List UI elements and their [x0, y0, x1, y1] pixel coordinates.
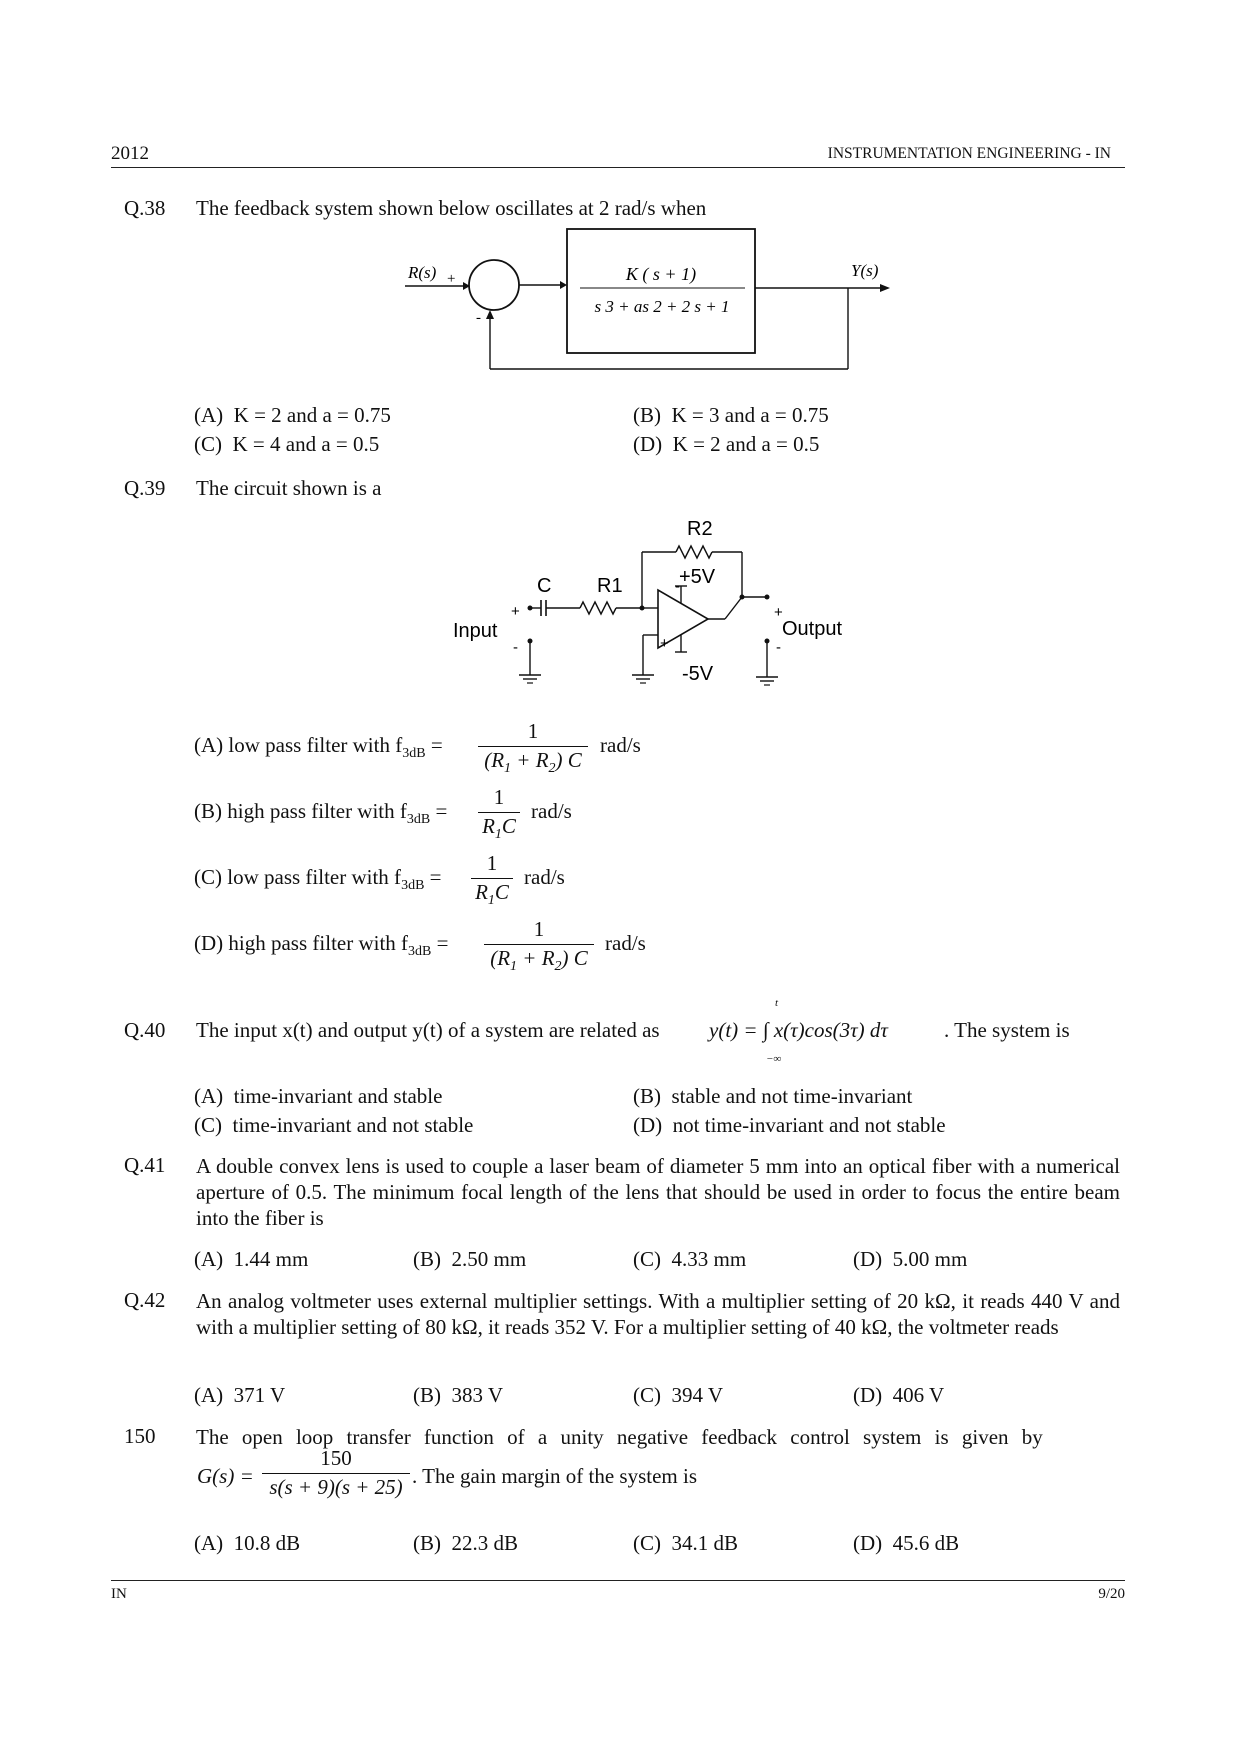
- q40-text: The input x(t) and output y(t) of a system are related as: [196, 1018, 660, 1042]
- q39-option-a[interactable]: (A) low pass filter with $f_{3dB}$ =: [194, 733, 443, 762]
- header-rule: [111, 167, 1125, 168]
- q43-option-a[interactable]: (A) 10.8 dB: [194, 1531, 301, 1555]
- q39-opamp-inverting: -: [675, 578, 680, 595]
- q39-option-d-fraction: 1 $(R_1 + R_2)$ C: [484, 917, 594, 975]
- q39-output-label: Output: [782, 618, 843, 640]
- q43-tail: . The gain margin of the system is: [412, 1464, 698, 1488]
- summing-junction: [469, 260, 519, 310]
- q43-lhs: G(s) =: [197, 1464, 254, 1488]
- header-year: 2012: [111, 143, 149, 164]
- q38-text: The feedback system shown below oscillates at 2 rad/s when: [196, 196, 707, 220]
- q39-option-b-fraction: 1 $R_1C$: [478, 785, 520, 843]
- q41-option-c[interactable]: (C) 4.33 mm: [633, 1247, 747, 1271]
- q41-text: A double convex lens is used to couple a laser beam of diameter 5 mm into an optical fiber with a numerical aperture of 0.5. The minimum focal length of the lens that should be used in order to focus the entire beam into the fiber is: [196, 1154, 1120, 1230]
- q40-tail: . The system is: [944, 1018, 1070, 1042]
- q43-number: 150: [124, 1424, 156, 1448]
- footer-rule: [111, 1580, 1125, 1581]
- q38-minus: -: [476, 310, 481, 326]
- q43-fraction: 150 s(s + 9)(s + 25): [262, 1446, 410, 1500]
- q39-r1-label: R1: [597, 575, 623, 597]
- q38-option-d[interactable]: (D) K = 2 and a = 0.5: [633, 432, 820, 456]
- q39-r2-label: R2: [687, 518, 713, 540]
- q39-input-label: Input: [453, 620, 498, 642]
- q41-number: Q.41: [124, 1153, 166, 1177]
- resistor-r1: [580, 602, 616, 614]
- q41-option-a[interactable]: (A) 1.44 mm: [194, 1247, 309, 1271]
- q39-input-minus: -: [513, 639, 518, 656]
- q42-option-c[interactable]: (C) 394 V: [633, 1383, 724, 1407]
- q38-plus: +: [447, 271, 456, 287]
- q42-option-d[interactable]: (D) 406 V: [853, 1383, 945, 1407]
- q40-integral-lower: −∞: [766, 1053, 782, 1065]
- q41-option-d[interactable]: (D) 5.00 mm: [853, 1247, 968, 1271]
- q39-circuit-diagram: [440, 500, 860, 700]
- q38-tf-denominator: s 3 + as 2 + 2 s + 1: [594, 297, 730, 316]
- q39-input-plus: +: [511, 603, 520, 620]
- q40-option-b[interactable]: (B) stable and not time-invariant: [633, 1084, 913, 1108]
- q42-option-b[interactable]: (B) 383 V: [413, 1383, 504, 1407]
- q40-integral-upper: t: [775, 997, 779, 1009]
- q39-output-plus: +: [774, 604, 783, 621]
- q43-option-b[interactable]: (B) 22.3 dB: [413, 1531, 519, 1555]
- q39-option-c-fraction: 1 $R_1C$: [471, 851, 513, 909]
- q42-text: An analog voltmeter uses external multiplier settings. With a multiplier setting of 20 kΩ, it reads 440 V and with a multiplier setting of 80 kΩ, it reads 352 V. For a multiplier setting of 40 kΩ, the voltmeter reads: [196, 1289, 1120, 1339]
- q40-formula: y(t) = ∫ x(τ)cos(3τ) dτ: [709, 1018, 888, 1042]
- q39-option-c-unit: rad/s: [524, 865, 565, 889]
- q38-output-label: Y(s): [851, 261, 879, 280]
- q38-option-a[interactable]: (A) K = 2 and a = 0.75: [194, 403, 391, 427]
- q42-number: Q.42: [124, 1288, 166, 1312]
- q39-option-b[interactable]: (B) high pass filter with $f_{3dB}$ =: [194, 799, 448, 828]
- q38-tf-numerator: K ( s + 1): [625, 264, 697, 284]
- q40-option-a[interactable]: (A) time-invariant and stable: [194, 1084, 443, 1108]
- q40-option-d[interactable]: (D) not time-invariant and not stable: [633, 1113, 946, 1137]
- q39-output-minus: -: [776, 639, 781, 656]
- q38-option-c[interactable]: (C) K = 4 and a = 0.5: [194, 432, 380, 456]
- q43-text: The open loop transfer function of a unity negative feedback control system is given by: [196, 1425, 1043, 1449]
- q43-option-c[interactable]: (C) 34.1 dB: [633, 1531, 739, 1555]
- q38-block-diagram: [400, 222, 900, 382]
- q38-input-label: R(s): [408, 263, 437, 282]
- q38-option-b[interactable]: (B) K = 3 and a = 0.75: [633, 403, 829, 427]
- footer-page: 9/20: [1098, 1586, 1125, 1602]
- q38-number: Q.38: [124, 196, 166, 220]
- q43-option-d[interactable]: (D) 45.6 dB: [853, 1531, 960, 1555]
- q39-text: The circuit shown is a: [196, 476, 382, 500]
- q39-option-a-fraction: 1 $(R_1 + R_2)$ C: [478, 719, 588, 777]
- header-subject: INSTRUMENTATION ENGINEERING - IN: [827, 145, 1111, 162]
- transfer-function-block: [567, 229, 755, 353]
- q39-option-c[interactable]: (C) low pass filter with $f_{3dB}$ =: [194, 865, 442, 894]
- q42-option-a[interactable]: (A) 371 V: [194, 1383, 286, 1407]
- q39-c-label: C: [537, 575, 552, 597]
- q40-number: Q.40: [124, 1018, 166, 1042]
- q39-option-d-unit: rad/s: [605, 931, 646, 955]
- q40-option-c[interactable]: (C) time-invariant and not stable: [194, 1113, 474, 1137]
- footer-code: IN: [111, 1586, 127, 1602]
- q39-opamp-noninverting: +: [660, 635, 669, 652]
- q41-option-b[interactable]: (B) 2.50 mm: [413, 1247, 527, 1271]
- q39-number: Q.39: [124, 476, 166, 500]
- q39-option-d[interactable]: (D) high pass filter with $f_{3dB}$ =: [194, 931, 449, 960]
- q39-option-b-unit: rad/s: [531, 799, 572, 823]
- q39-option-a-unit: rad/s: [600, 733, 641, 757]
- resistor-r2: [676, 546, 712, 558]
- q39-vpos-label: +5V: [679, 566, 716, 588]
- q39-vneg-label: -5V: [682, 663, 714, 685]
